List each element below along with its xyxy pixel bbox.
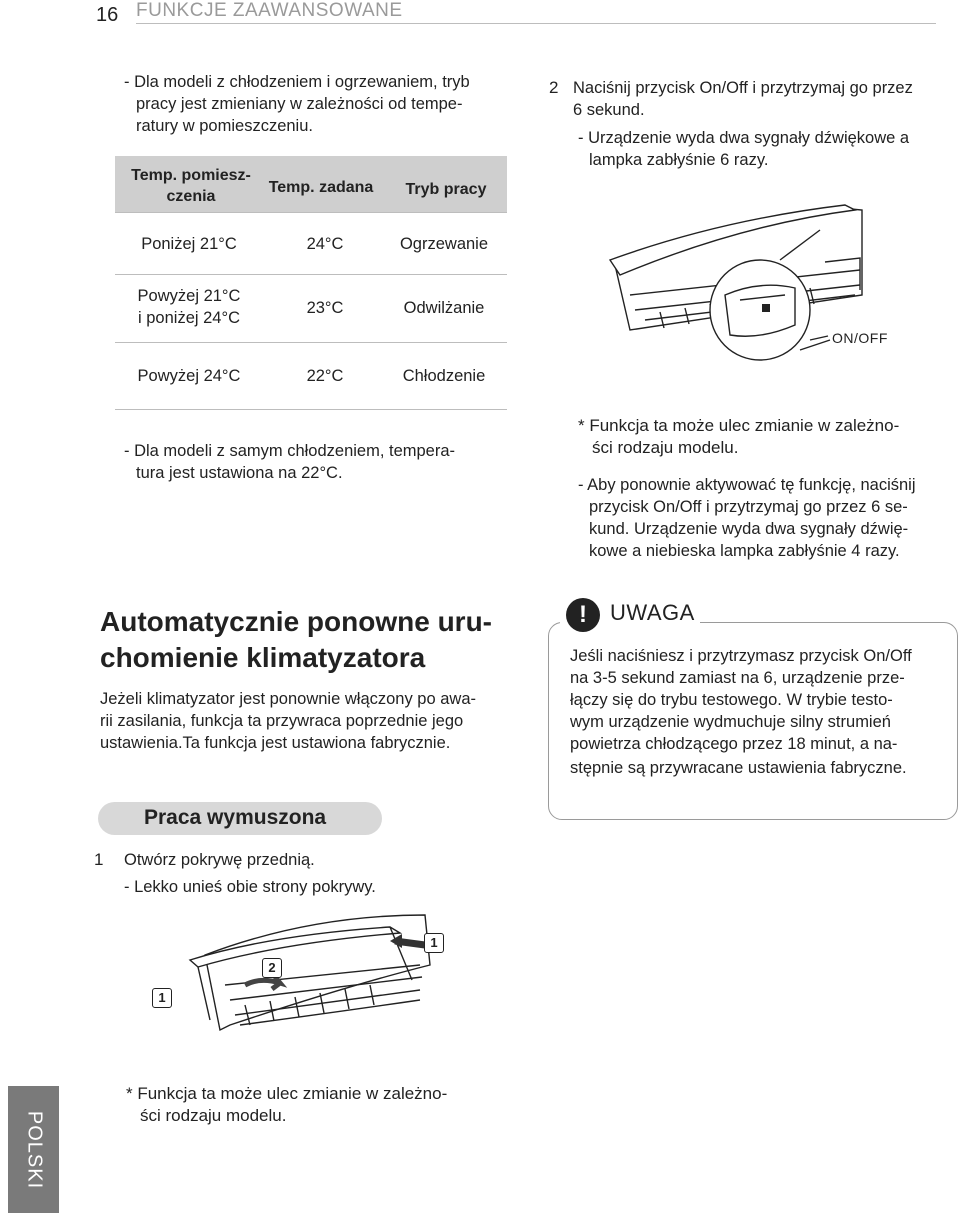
warning-line-2: na 3-5 sekund zamiast na 6, urządzenie prze- [570, 669, 905, 687]
onoff-label: ON/OFF [832, 330, 888, 346]
cool-only-line-2: tura jest ustawiona na 22°C. [136, 464, 343, 482]
intro-line-3: ratury w pomieszczeniu. [136, 117, 313, 135]
forced-operation-heading [98, 802, 382, 835]
auto-restart-heading [100, 604, 500, 676]
marker-2: 2 [262, 958, 282, 978]
right-footnote-2: ści rodzaju modelu. [592, 438, 739, 457]
warning-icon: ! [566, 598, 600, 632]
intro-line-2: pracy jest zmieniany w zależności od tempe- [136, 95, 463, 113]
row3-set: 22°C [306, 367, 344, 385]
row2-room [129, 285, 249, 329]
auto-restart-heading-line-2: chomienie klimatyzatora [100, 642, 426, 673]
col-mode: Tryb pracy [405, 181, 487, 198]
row2-mode: Odwilżanie [403, 299, 485, 317]
marker-1-left: 1 [152, 988, 172, 1008]
forced-operation-label: Praca wymuszona [144, 806, 327, 829]
row2-room-line-2: i poniżej 24°C [138, 309, 240, 327]
reactivate-line-1: - Aby ponownie aktywować tę funkcję, naciśnij [578, 476, 916, 494]
step2-sub-1: - Urządzenie wyda dwa sygnały dźwiękowe a [578, 129, 910, 147]
cool-only-line-1: - Dla modeli z samym chłodzeniem, tempera- [124, 442, 456, 460]
language-tab [8, 1086, 59, 1213]
right-footnote-1: * Funkcja ta może ulec zmianie w zależno- [578, 416, 900, 435]
footnote-bottom-2: ści rodzaju modelu. [140, 1106, 287, 1125]
table-row [115, 342, 507, 410]
step1-sub: - Lekko unieś obie strony pokrywy. [124, 878, 376, 896]
mode-table [115, 156, 507, 409]
row1-room: Poniżej 21°C [141, 235, 237, 253]
warning-line-4: wym urządzenie wydmuchuje silny strumień [570, 713, 891, 731]
row1-set: 24°C [306, 235, 344, 253]
open-cover-illustration [150, 905, 450, 1055]
auto-restart-heading-line-1: Automatycznie ponowne uru- [100, 606, 492, 637]
row2-room-line-1: Powyżej 21°C [137, 287, 241, 305]
language-tab-label: POLSKI [23, 1110, 45, 1189]
page-number: 16 [96, 4, 119, 26]
table-row [115, 212, 507, 275]
restart-text-2: rii zasilania, funkcja ta przywraca poprzednie jego [100, 712, 464, 730]
warning-line-5: powietrza chłodzącego przez 18 minut, a na- [570, 735, 898, 753]
step2-sub-2: lampka zabłyśnie 6 razy. [589, 151, 769, 169]
restart-text-1: Jeżeli klimatyzator jest ponownie włączony po awa- [100, 690, 477, 708]
step1-text: Otwórz pokrywę przednią. [124, 851, 315, 869]
row1-mode: Ogrzewanie [399, 235, 489, 253]
table-row [115, 274, 507, 343]
row2-set: 23°C [306, 299, 344, 317]
step2-text-1: Naciśnij przycisk On/Off i przytrzymaj go przez [573, 79, 913, 97]
step2-number: 2 [549, 78, 559, 97]
step2-text-2: 6 sekund. [573, 101, 645, 119]
col-set-temp: Temp. zadana [268, 179, 374, 196]
marker-1-right: 1 [424, 933, 444, 953]
warning-line-3: łączy się do trybu testowego. W trybie testo- [570, 691, 893, 709]
step1-number: 1 [94, 850, 104, 869]
col-room-temp-line-2: czenia [166, 188, 216, 205]
intro-line-1: - Dla modeli z chłodzeniem i ogrzewaniem, tryb [124, 73, 470, 91]
col-room-temp-line-1: Temp. pomiesz- [131, 167, 251, 184]
warning-line-1: Jeśli naciśniesz i przytrzymasz przycisk On/Off [570, 647, 912, 665]
header-rule [136, 23, 936, 24]
col-room-temp [121, 165, 261, 207]
warning-title: UWAGA [610, 600, 695, 625]
section-title: FUNKCJE ZAAWANSOWANE [136, 0, 403, 21]
warning-line-6: stępnie są przywracane ustawienia fabryczne. [570, 759, 907, 777]
footnote-bottom-1: * Funkcja ta może ulec zmianie w zależno- [126, 1084, 448, 1103]
restart-text-3: ustawienia.Ta funkcja jest ustawiona fabrycznie. [100, 734, 451, 752]
reactivate-line-3: kund. Urządzenie wyda dwa sygnały dźwię- [589, 520, 909, 538]
row3-room: Powyżej 24°C [137, 367, 241, 385]
row3-mode: Chłodzenie [402, 367, 486, 385]
reactivate-line-2: przycisk On/Off i przytrzymaj go przez 6 se- [589, 498, 908, 516]
reactivate-line-4: kowe a niebieska lampka zabłyśnie 4 razy. [589, 542, 900, 560]
